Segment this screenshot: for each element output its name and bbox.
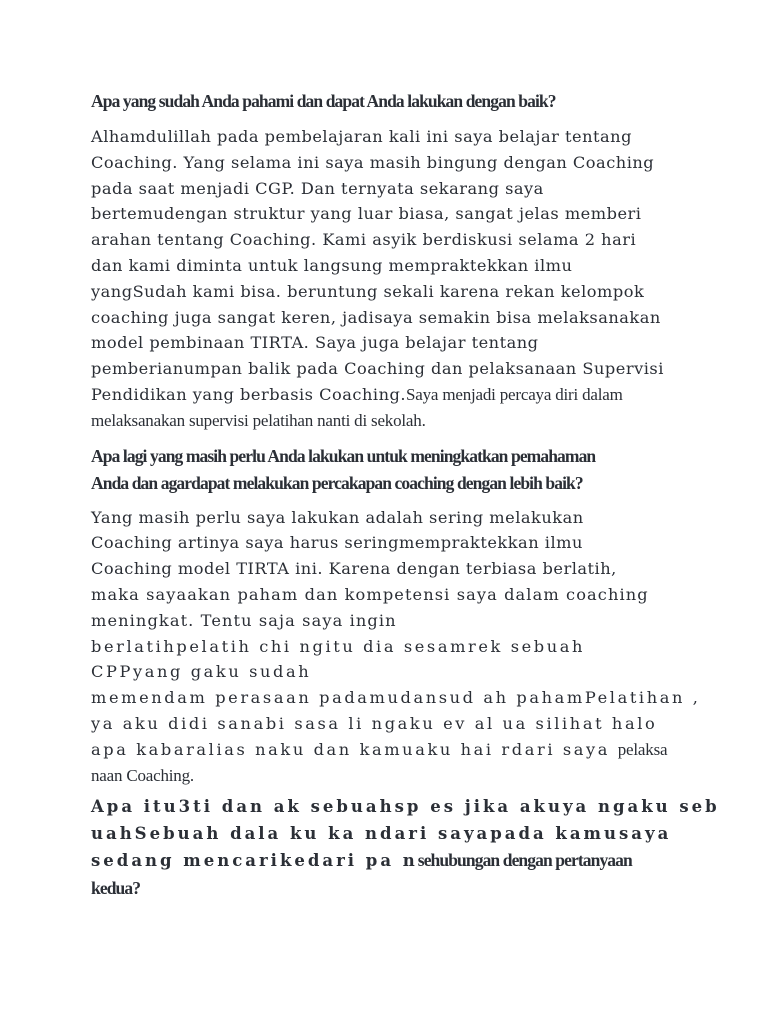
answer-2-line-tail: pelaksa [617,739,668,759]
answer-1-line: model pembinaan TIRTA. Saya juga belajar tentang [91,333,539,353]
question-3-line-text: sedang mencarikedari pa n [91,851,418,871]
answer-1-line: bertemudengan struktur yang luar biasa, sangat jelas memberi [91,204,642,224]
answer-2-line: maka sayaakan paham dan kompetensi saya dalam coaching [91,584,649,604]
question-3-line-tail: sehubungan dengan pertanyaan [417,850,632,871]
answer-2-line-text: apa kabaralias naku dan kamuaku hai rdari saya [91,739,610,759]
answer-2-line: Coaching model TIRTA ini. Karena dengan terbiasa berlatih, [91,559,617,579]
answer-1-line: dan kami diminta untuk langsung mempraktekkan ilmu [91,255,573,275]
question-3-heading [91,794,720,901]
answer-1-line: melaksanakan supervisi pelatihan nanti di sekolah. [91,410,426,430]
answer-1-line: yangSudah kami bisa. beruntung sekali karena rekan kelompok [91,281,645,301]
question-3-line: Apa itu3ti dan ak sebuahsp es jika akuya ngaku seb [91,797,720,817]
answer-1-line: arahan tentang Coaching. Kami asyik berdiskusi selama 2 hari [91,230,637,250]
answer-1-line-text: Pendidikan yang berbasis Coaching. [91,384,407,404]
question-2-heading [91,443,681,497]
question-3-line: kedua? [91,877,141,898]
question-3-line: uahSebuah dala ku ka ndari sayapada kamusaya [91,823,672,843]
answer-2-line: berlatihpelatih chi ngitu dia sesamrek sebuah [91,636,586,656]
question-2-line: Anda dan agardapat melakukan percakapan coaching dengan lebih baik? [91,472,583,493]
question-3-line [91,847,681,875]
answer-1-line: coaching juga sangat keren, jadisaya semakin bisa melaksanakan [91,307,661,327]
answer-2-line: memendam perasaan padamudansud ah pahamPelatihan , [91,688,701,708]
answer-1-line: pada saat menjadi CGP. Dan ternyata sekarang saya [91,178,544,198]
answer-1-line: pemberianumpan balik pada Coaching dan pelaksanaan Supervisi [91,359,664,379]
document-body [91,88,720,901]
question-2-line: Apa lagi yang masih perlu Anda lakukan untuk meningkatkan pemahaman [91,445,596,466]
answer-2-line: naan Coaching. [91,765,194,785]
answer-2-line: CPPyang gaku sudah [91,662,312,682]
answer-1-line [91,382,681,408]
answer-1-line: Coaching. Yang selama ini saya masih bingung dengan Coaching [91,152,655,172]
answer-1-line: Alhamdulillah pada pembelajaran kali ini saya belajar tentang [91,127,632,146]
answer-1-line-tail: Saya menjadi percaya diri dalam [406,384,623,404]
answer-2-line [91,737,681,763]
answer-2-paragraph [91,505,701,789]
answer-1-paragraph [91,124,681,434]
answer-2-line: ya aku didi sanabi sasa li ngaku ev al ua silihat halo [91,713,658,733]
answer-2-line: Coaching artinya saya harus seringmempraktekkan ilmu [91,533,583,553]
answer-2-line: Yang masih perlu saya lakukan adalah sering melakukan [91,507,584,527]
answer-2-line: meningkat. Tentu saja saya ingin [91,610,397,630]
question-1-heading: Apa yang sudah Anda pahami dan dapat Anda lakukan dengan baik? [91,91,556,111]
